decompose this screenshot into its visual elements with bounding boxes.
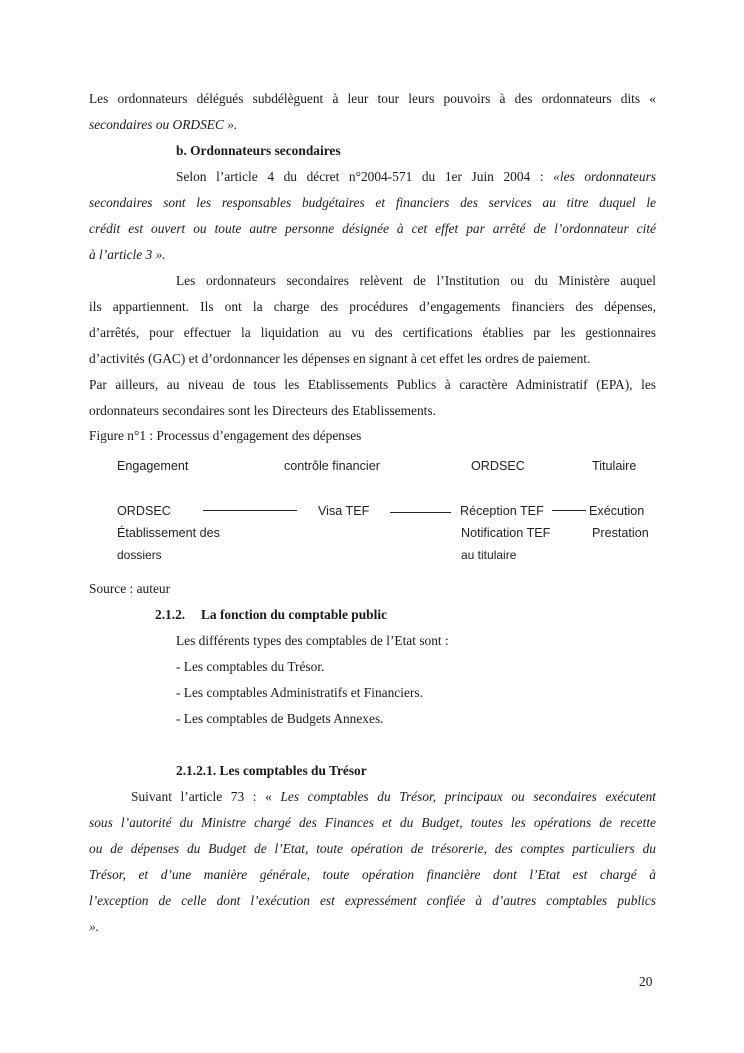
- paragraph-line: d’arrêtés, pour effectuer la liquidation au vu des certifications établies par les gestionnaires: [89, 325, 656, 340]
- text: secondaires ou ORDSEC ».: [89, 117, 238, 132]
- figure-source: Source : auteur: [89, 581, 171, 596]
- text: «les ordonnateurs: [553, 169, 656, 184]
- text: Suivant l’article 73 : «: [131, 789, 272, 804]
- text: secondaires sont les responsables budgétaires et financiers des services au titre duquel le: [89, 195, 656, 210]
- text: Selon l’article 4 du décret n°2004-571 du 1er Juin 2004 :: [176, 169, 544, 184]
- text: ».: [89, 919, 100, 934]
- figure-node-visa-tef: Visa TEF: [318, 504, 370, 518]
- text: Les ordonnateurs délégués subdélèguent à leur tour leurs pouvoirs à des ordonnateurs dits: [89, 91, 641, 106]
- text: Les comptables du Trésor, principaux ou secondaires exécutent: [280, 789, 656, 804]
- paragraph-line: [131, 790, 656, 803]
- list-item: - Les comptables de Budgets Annexes.: [176, 711, 384, 726]
- paragraph-line: [89, 894, 656, 907]
- paragraph-line: [89, 920, 99, 933]
- paragraph-line: [89, 842, 656, 855]
- figure-connector-line: [390, 512, 451, 513]
- section-intro: Les différents types des comptables de l’Etat sont :: [176, 633, 449, 648]
- paragraph-line: ordonnateurs secondaires sont les Directeurs des Etablissements.: [89, 403, 436, 418]
- figure-header-engagement: Engagement: [117, 459, 189, 473]
- text: ou de dépenses du Budget de l’Etat, toute opération de trésorerie, des comptes particuliers du: [89, 841, 656, 856]
- paragraph-line: Par ailleurs, au niveau de tous les Etablissements Publics à caractère Administratif (EPA), les: [89, 377, 656, 392]
- figure-node-reception-tef: Réception TEF: [460, 504, 544, 518]
- figure-node-ordsec: ORDSEC: [117, 504, 171, 518]
- text: à l’article 3 ».: [89, 247, 166, 262]
- paragraph-line: [89, 816, 656, 829]
- list-item: - Les comptables Administratifs et Financiers.: [176, 685, 423, 700]
- paragraph-line: [89, 222, 656, 235]
- section-number: 2.1.2.: [155, 607, 186, 622]
- paragraph-line: [176, 170, 656, 183]
- text: Trésor, et d’une manière générale, toute opération financière dont l’Etat est chargé à: [89, 867, 656, 882]
- subsection-heading: 2.1.2.1. Les comptables du Trésor: [176, 763, 367, 778]
- text: crédit est ouvert ou toute autre personne désignée à cet effet par arrêté de l’ordonnateur cité: [89, 221, 656, 236]
- paragraph-line: Les ordonnateurs secondaires relèvent de l’Institution ou du Ministère auquel: [176, 273, 656, 288]
- figure-header-controle: contrôle financier: [284, 459, 380, 473]
- figure-node-dossiers: dossiers: [117, 548, 162, 562]
- figure-node-notification-tef: Notification TEF: [461, 526, 551, 540]
- paragraph-line: ils appartiennent. Ils ont la charge des procédures d’engagements financiers des dépenses,: [89, 299, 656, 314]
- list-item: - Les comptables du Trésor.: [176, 659, 325, 674]
- figure-node-execution: Exécution: [589, 504, 645, 518]
- figure-caption: Figure n°1 : Processus d’engagement des dépenses: [89, 428, 362, 443]
- text: sous l’autorité du Ministre chargé des Finances et du Budget, toutes les opérations de recette: [89, 815, 656, 830]
- figure-connector-line: [552, 510, 586, 511]
- paragraph-line: [89, 196, 656, 209]
- page-number: 20: [639, 974, 653, 989]
- section-heading-ordonnateurs-secondaires: b. Ordonnateurs secondaires: [176, 143, 341, 158]
- figure-node-prestation: Prestation: [592, 526, 649, 540]
- paragraph-line: [89, 868, 656, 881]
- text: «: [649, 91, 656, 106]
- figure-header-titulaire: Titulaire: [592, 459, 637, 473]
- paragraph-line: d’activités (GAC) et d’ordonnancer les dépenses en signant à cet effet les ordres de paiement.: [89, 351, 591, 366]
- section-title: La fonction du comptable public: [201, 607, 388, 622]
- figure-node-etablissement: Établissement des: [117, 526, 220, 540]
- figure-node-au-titulaire: au titulaire: [461, 548, 517, 562]
- figure-connector-line: [203, 510, 297, 511]
- paragraph-delegation-line: [89, 118, 237, 131]
- paragraph-line: [89, 248, 166, 261]
- paragraph-delegation-line: [89, 92, 656, 105]
- figure-header-ordsec: ORDSEC: [471, 459, 525, 473]
- text: l’exception de celle dont l’exécution est expressément confiée à d’autres comptables publics: [89, 893, 656, 908]
